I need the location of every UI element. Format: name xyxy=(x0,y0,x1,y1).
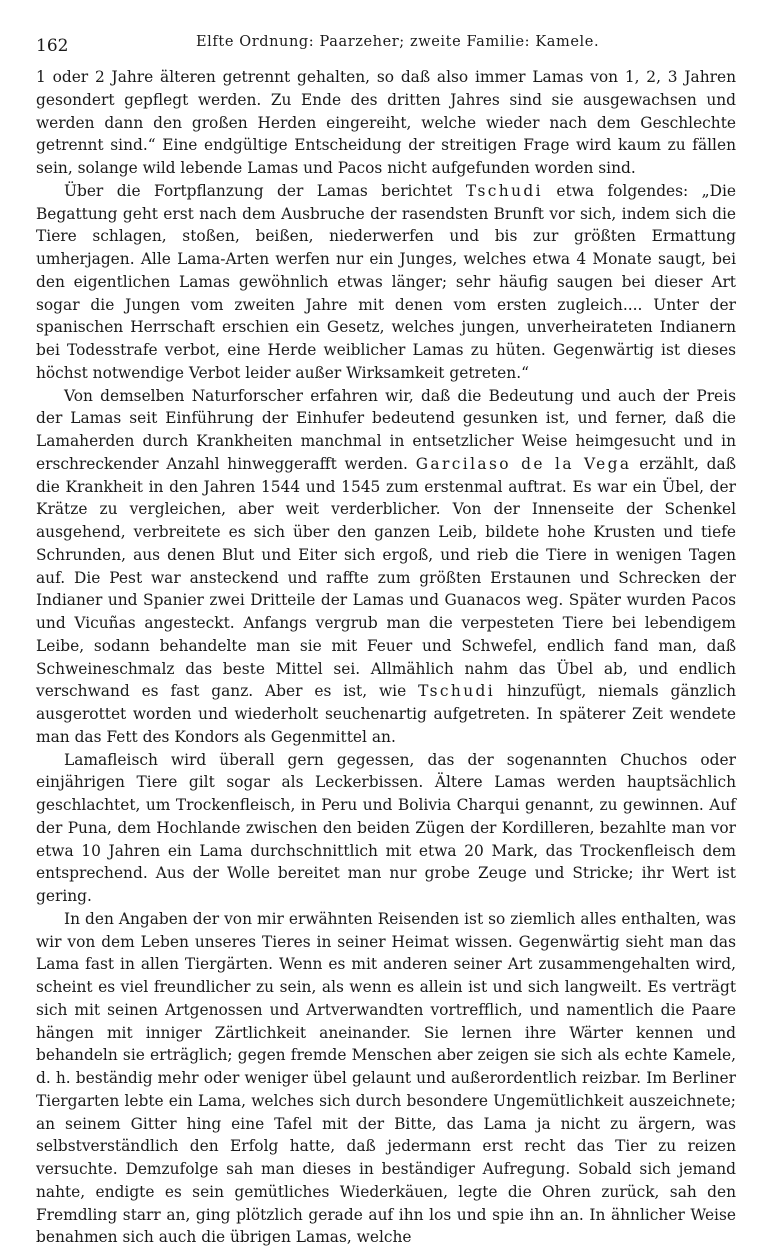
paragraph-text: 1 oder 2 Jahre älteren getrennt gehalten, so daß also immer Lamas von 1, 2, 3 Jahren gesondert gepflegt werden. Zu Ende des dritten Jahres sind sie ausgewachsen und werden dann den großen Herden eingereiht, welche wieder nach dem Geschlechte getrennt sind.“ Eine endgültige Entscheidung der streitigen Frage wird kaum zu fällen sein, solange wild lebende Lamas und Pacos nicht aufgefunden worden sind. xyxy=(36,68,736,177)
page-number: 162 xyxy=(36,36,69,56)
paragraph-text: erzählt, daß die Krankheit in den Jahren 1544 und 1545 zum erstenmal auftrat. Es war ein Übel, der Krätze zu vergleichen, aber weit verderblicher. Von der Innenseite der Schenkel ausgehend, verbreitete es sich über den ganzen Leib, bildete hohe Krusten und tiefe Schrunden, aus denen Blut und Eiter sich ergoß, und rieb die Tiere in wenigen Tagen auf. Die Pest war ansteckend und raffte zum größten Erstaunen und Schrecken der Indianer und Spanier zwei Dritteile der Lamas und Guanacos weg. Später wurden Pacos und Vicuñas angesteckt. Anfangs vergrub man die verpesteten Tiere bei lebendigem Leibe, sodann behandelte man sie mit Feuer und Schwefel, endlich fand man, daß Schweineschmalz das beste Mittel sei. Allmählich nahm das Übel ab, und endlich verschwand es fast ganz. Aber es ist, wie xyxy=(36,454,736,701)
body-text xyxy=(36,66,736,1249)
paragraph-3 xyxy=(36,385,736,749)
book-page xyxy=(36,30,736,1249)
paragraph-text: etwa folgendes: „Die Begattung geht erst nach dem Ausbruche der rasendsten Brunft vor sich, indem sich die Tiere schlagen, stoßen, beißen, niederwerfen und bis zur größten Ermattung umherjagen. Alle Lama-Arten werfen nur ein Junges, welches etwa 4 Monate saugt, bei den eigentlichen Lamas gewöhnlich etwas länger; sehr häufig saugen bei dieser Art sogar die Jungen vom zweiten Jahre mit denen vom ersten zugleich.... Unter der spanischen Herrschaft erschien ein Gesetz, welches jungen, unverheirateten Indianern bei Todesstrafe verbot, eine Herde weiblicher Lamas zu hüten. Gegenwärtig ist dieses höchst notwendige Verbot leider außer Wirksamkeit getreten.“ xyxy=(36,181,736,382)
paragraph-text: hinzufügt, niemals gänzlich ausgerottet worden und wiederholt seuchenartig aufgetreten. In späterer Zeit wendete man das Fett des Kondors als Gegenmittel an. xyxy=(36,682,736,746)
paragraph-2 xyxy=(36,180,736,385)
page-header xyxy=(36,30,736,66)
running-title: Elfte Ordnung: Paarzeher; zweite Familie: Kamele. xyxy=(196,34,600,50)
paragraph-text: Über die Fortpflanzung der Lamas berichtet xyxy=(64,181,466,200)
paragraph-4 xyxy=(36,749,736,908)
paragraph-text: Von demselben Naturforscher erfahren wir, daß die Bedeutung und auch der Preis der Lamas seit Einführung der Einhufer bedeutend gesunken ist, und ferner, daß die Lamaherden durch Krankheiten manchmal in entsetzlicher Weise heimgesucht und in erschreckender Anzahl hinweggerafft werden. xyxy=(36,386,736,473)
author-name: Garcilaso de la Vega xyxy=(415,454,632,473)
paragraph-1 xyxy=(36,66,736,180)
paragraph-text: Lamafleisch wird überall gern gegessen, das der sogenannten Chuchos oder einjährigen Tiere gilt sogar als Leckerbissen. Ältere Lamas werden hauptsächlich geschlachtet, um Trockenfleisch, in Peru und Bolivia Charqui genannt, zu gewinnen. Auf der Puna, dem Hochlande zwischen den beiden Zügen der Kordilleren, bezahlte man vor etwa 10 Jahren ein Lama durchschnittlich mit etwa 20 Mark, das Trockenfleisch dem entsprechend. Aus der Wolle bereitet man nur grobe Zeuge und Stricke; ihr Wert ist gering. xyxy=(36,750,736,905)
author-name: Tschudi xyxy=(465,181,543,200)
paragraph-5 xyxy=(36,908,736,1249)
author-name: Tschudi xyxy=(418,682,496,701)
paragraph-text: In den Angaben der von mir erwähnten Reisenden ist so ziemlich alles enthalten, was wir von dem Leben unseres Tieres in seiner Heimat wissen. Gegenwärtig sieht man das Lama fast in allen Tiergärten. Wenn es mit anderen seiner Art zusammengehalten wird, scheint es viel freundlicher zu sein, als wenn es allein ist und sich langweilt. Es verträgt sich mit seinen Artgenossen und Artverwandten vortrefflich, und namentlich die Paare hängen mit inniger Zärtlichkeit aneinander. Sie lernen ihre Wärter kennen und behandeln sie erträglich; gegen fremde Menschen aber zeigen sie sich als echte Kamele, d. h. beständig mehr oder weniger übel gelaunt und außerordentlich reizbar. Im Berliner Tiergarten lebte ein Lama, welches sich durch besondere Ungemütlichkeit auszeichnete; an seinem Gitter hing eine Tafel mit der Bitte, das Lama ja nicht zu ärgern, was selbstverständlich den Erfolg hatte, daß jedermann erst recht das Tier zu reizen versuchte. Demzufolge sah man dieses in beständiger Aufregung. Sobald sich jemand nahte, endigte es sein gemütliches Wiederkäuen, legte die Ohren zurück, sah den Fremdling starr an, ging plötzlich gerade auf ihn los und spie ihn an. In ähnlicher Weise benahmen sich auch die übrigen Lamas, welche xyxy=(36,909,736,1247)
